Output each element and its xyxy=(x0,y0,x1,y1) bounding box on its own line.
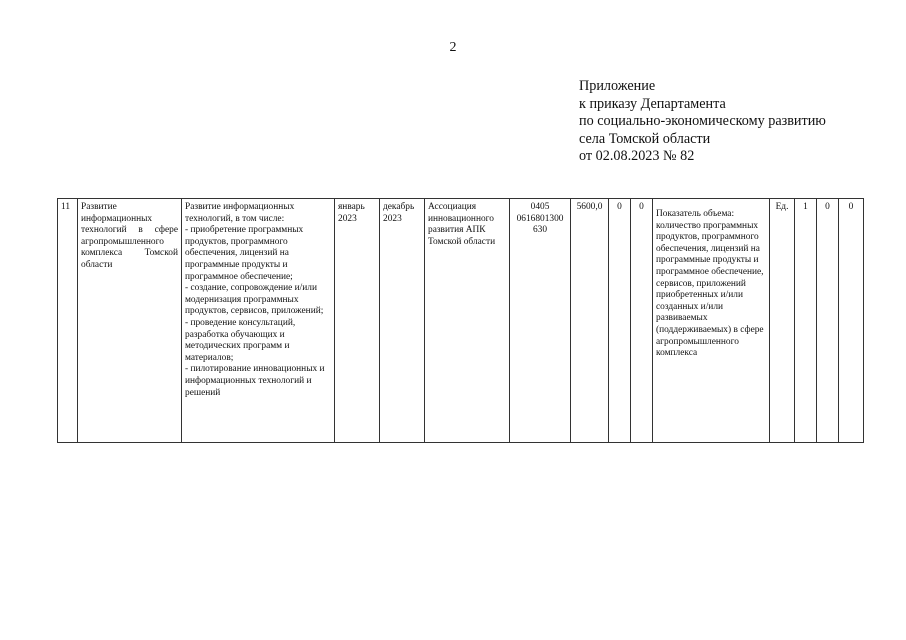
indicator-description: Показатель объема: количество программных продуктов, программного обеспечения, лицензий на программные продукты и программное обеспечение, сервисов, приложений приобретенных и/или созданных и/или развиваемых (поддерживаемых) в сфере агропромышленного комплекса xyxy=(653,199,770,443)
row-number: 11 xyxy=(58,199,78,443)
appendix-header xyxy=(579,78,826,166)
appendix-line-1: Приложение xyxy=(579,78,656,94)
appendix-line-3: по социально-экономическому развитию xyxy=(579,113,826,129)
activity-table xyxy=(57,198,864,443)
amount-value-3: 0 xyxy=(631,199,653,443)
unit: Ед. xyxy=(770,199,795,443)
appendix-line-2: к приказу Департамента xyxy=(579,95,726,112)
kbk-code: 0405 0616801300 630 xyxy=(510,199,571,443)
activity-name: Развитие информационных технологий в сфере агропромышленного комплекса Томской области xyxy=(78,199,182,443)
indicator-value-1: 1 xyxy=(795,199,817,443)
indicator-value-2: 0 xyxy=(817,199,839,443)
start-date: январь 2023 xyxy=(335,199,380,443)
appendix-line-4: села Томской области xyxy=(579,130,711,147)
table-row xyxy=(58,199,864,443)
page-number: 2 xyxy=(449,40,457,55)
activity-description: Развитие информационных технологий, в том числе: - приобретение программных продуктов, программного обеспечения, лицензий на программные продукты и программное обеспечение; - создание, сопровождение и/или модернизация программных продуктов, сервисов, приложений; - проведение консультаций, разработка обучающих и методических программ и материалов; - пилотирование инновационных и информационных технологий и решений xyxy=(182,199,335,443)
indicator-value-3: 0 xyxy=(839,199,864,443)
amount-value-2: 0 xyxy=(609,199,631,443)
end-date: декабрь 2023 xyxy=(380,199,425,443)
executor: Ассоциация инновационного развития АПК Томской области xyxy=(425,199,510,443)
amount-value: 5600,0 xyxy=(571,199,609,443)
appendix-line-5: от 02.08.2023 № 82 xyxy=(579,148,695,164)
